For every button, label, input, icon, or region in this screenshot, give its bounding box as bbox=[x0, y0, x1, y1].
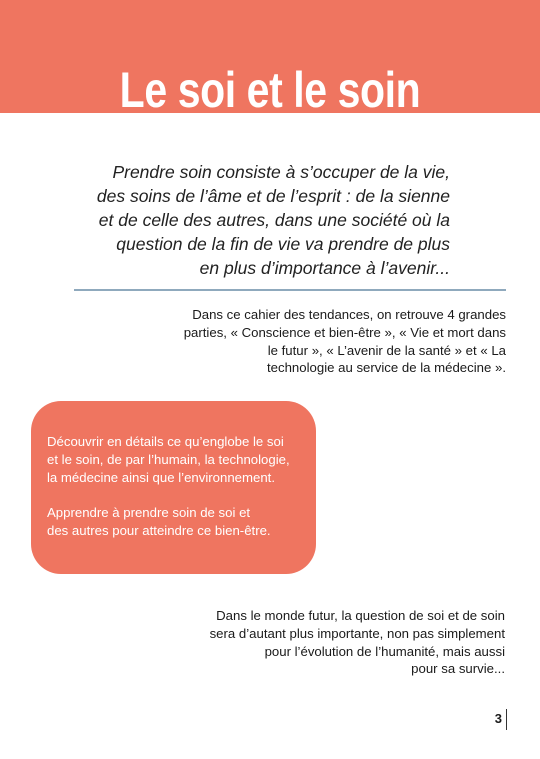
closing-line: pour sa survie... bbox=[411, 661, 505, 677]
objective-line: Découvrir en détails ce qu’englobe le soi bbox=[47, 434, 284, 449]
summary-paragraph bbox=[150, 306, 506, 377]
objectives-card bbox=[31, 401, 316, 574]
intro-quote bbox=[70, 160, 450, 280]
intro-line: question de la fin de vie va prendre de plus bbox=[116, 234, 450, 254]
closing-paragraph bbox=[150, 607, 505, 678]
page-number: 3 bbox=[494, 711, 502, 726]
closing-line: pour l’évolution de l’humanité, mais aussi bbox=[264, 643, 505, 659]
objective-line: la médecine ainsi que l’environnement. bbox=[47, 469, 275, 485]
intro-line: et de celle des autres, dans une société où la bbox=[98, 210, 450, 230]
summary-line: parties, « Conscience et bien-être », « Vie et mort dans bbox=[183, 324, 506, 340]
objective-paragraph bbox=[47, 504, 300, 540]
closing-line: Dans le monde futur, la question de soi et de soin bbox=[216, 608, 505, 623]
closing-line: sera d’autant plus importante, non pas simplement bbox=[209, 625, 505, 641]
objective-line: et le soin, de par l’humain, la technologie, bbox=[47, 451, 290, 467]
section-divider bbox=[74, 289, 506, 291]
intro-line: en plus d’importance à l’avenir... bbox=[199, 258, 450, 278]
objective-line: des autres pour atteindre ce bien-être. bbox=[47, 522, 271, 538]
objective-line: Apprendre à prendre soin de soi et bbox=[47, 504, 251, 520]
summary-line: le futur », « L’avenir de la santé » et « La bbox=[267, 342, 506, 358]
intro-line: Prendre soin consiste à s’occuper de la vie, bbox=[112, 162, 450, 182]
summary-line: technologie au service de la médecine ». bbox=[267, 360, 506, 376]
page-title: Le soi et le soin bbox=[119, 62, 421, 113]
intro-line: des soins de l’âme et de l’esprit : de la sienne bbox=[96, 186, 450, 206]
objective-paragraph bbox=[47, 433, 300, 486]
page-number-rule bbox=[506, 709, 507, 730]
summary-line: Dans ce cahier des tendances, on retrouve 4 grandes bbox=[192, 307, 506, 322]
